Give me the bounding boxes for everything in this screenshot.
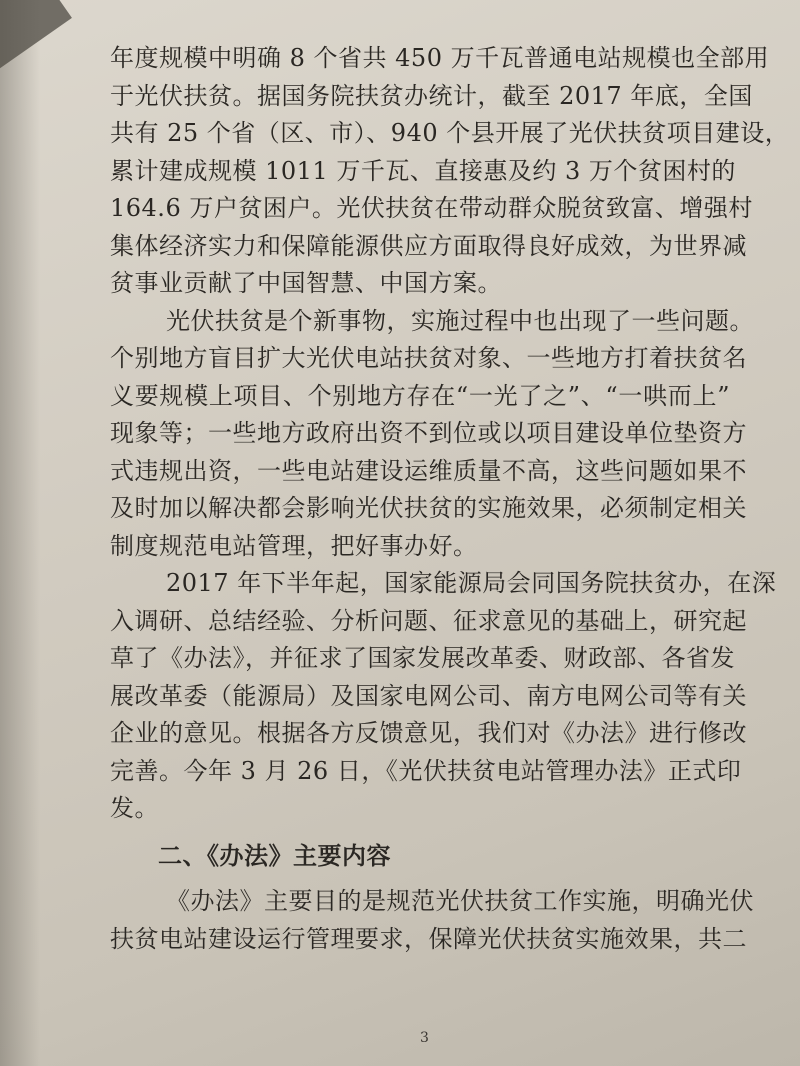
text-line: 扶贫电站建设运行管理要求，保障光伏扶贫实施效果，共二 — [110, 924, 747, 953]
text-line: 义要规模上项目、个别地方存在“一光了之”、“一哄而上” — [110, 381, 730, 410]
document-body — [110, 40, 790, 958]
text-line: 及时加以解决都会影响光伏扶贫的实施效果，必须制定相关 — [110, 494, 747, 522]
text-line: 完善。今年 3 月 26 日，《光伏扶贫电站管理办法》正式印 — [110, 756, 742, 785]
text-line: 企业的意见。根据各方反馈意见，我们对《办法》进行修改 — [110, 719, 747, 747]
text-line: 式违规出资，一些电站建设运维质量不高，这些问题如果不 — [110, 456, 747, 485]
text-line: 草了《办法》，并征求了国家发展改革委、财政部、各省发 — [110, 644, 735, 672]
text-line: 制度规范电站管理，把好事办好。 — [110, 531, 478, 560]
page-number: 3 — [420, 1030, 429, 1046]
section-heading: 二、《办法》主要内容 — [158, 841, 391, 870]
text-line: 集体经济实力和保障能源供应方面取得良好成效，为世界减 — [110, 231, 747, 260]
text-line: 共有 25 个省（区、市）、940 个县开展了光伏扶贫项目建设， — [110, 119, 790, 147]
text-line: 累计建成规模 1011 万千瓦、直接惠及约 3 万个贫困村的 — [110, 156, 736, 185]
text-line: 个别地方盲目扩大光伏电站扶贫对象、一些地方打着扶贫名 — [110, 344, 747, 372]
text-line: 现象等；一些地方政府出资不到位或以项目建设单位垫资方 — [110, 419, 747, 447]
text-line: 《办法》主要目的是规范光伏扶贫工作实施，明确光伏 — [166, 887, 754, 915]
paragraph-2 — [110, 303, 754, 566]
text-line: 入调研、总结经验、分析问题、征求意见的基础上，研究起 — [110, 606, 747, 635]
text-line: 2017 年下半年起，国家能源局会同国务院扶贫办，在深 — [166, 569, 777, 597]
text-line: 于光伏扶贫。据国务院扶贫办统计，截至 2017 年底，全国 — [110, 81, 753, 110]
text-line: 贫事业贡献了中国智慧、中国方案。 — [110, 269, 502, 297]
text-line: 164.6 万户贫困户。光伏扶贫在带动群众脱贫致富、增强村 — [110, 194, 753, 222]
paragraph-3 — [110, 565, 777, 828]
page-edge-shade — [0, 0, 40, 1066]
text-line: 年度规模中明确 8 个省共 450 万千瓦普通电站规模也全部用 — [110, 44, 770, 72]
paragraph-1 — [110, 40, 790, 303]
paragraph-4 — [110, 883, 754, 958]
text-line: 展改革委（能源局）及国家电网公司、南方电网公司等有关 — [110, 681, 747, 710]
text-line: 光伏扶贫是个新事物，实施过程中也出现了一些问题。 — [166, 306, 754, 335]
text-line: 发。 — [110, 794, 159, 822]
